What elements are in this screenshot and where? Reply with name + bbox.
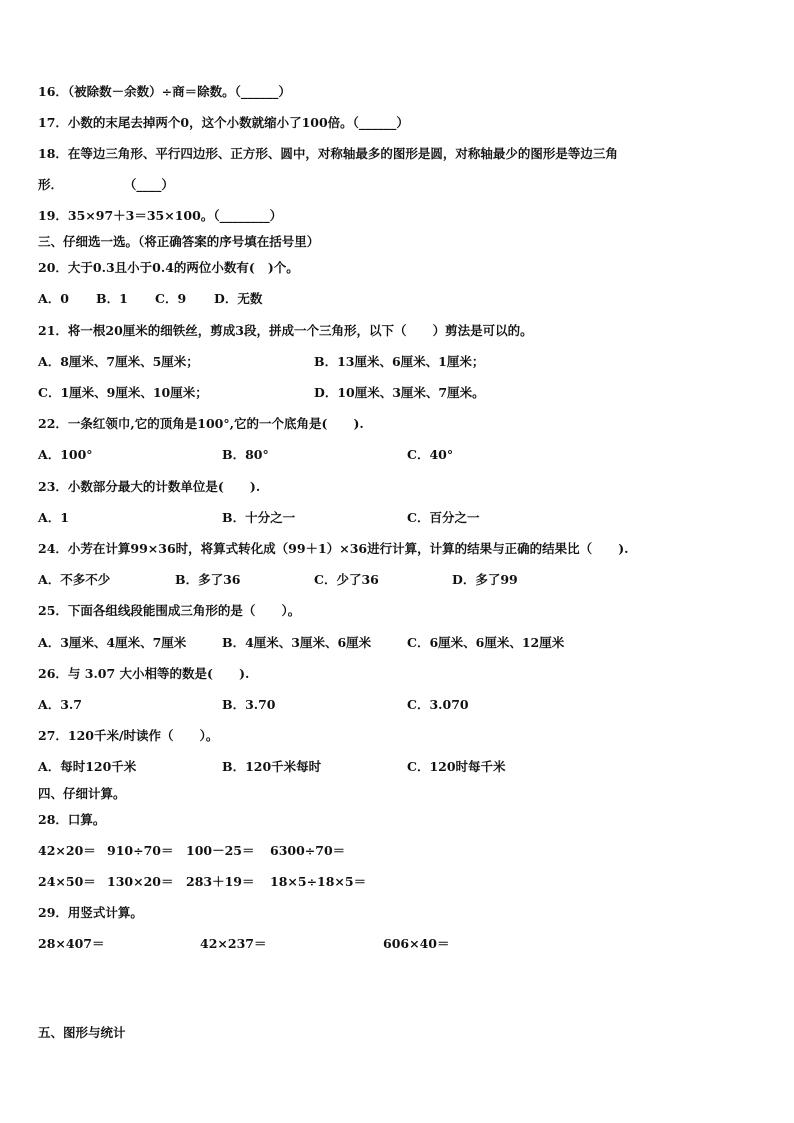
section-3-title: 三、仔细选一选。（将正确答案的序号填在括号里） bbox=[38, 234, 320, 249]
q23-option-a: A．1 bbox=[38, 510, 69, 525]
q24-option-b: B．多了36 bbox=[175, 572, 241, 587]
q21-option-a: A．8厘米、7厘米、5厘米； bbox=[38, 354, 199, 369]
q21-option-c: C．1厘米、9厘米、10厘米； bbox=[38, 385, 208, 400]
oral-calc-item: 130×20＝ bbox=[107, 874, 174, 889]
question-26: 26．与 3.07 大小相等的数是( ). bbox=[38, 666, 250, 681]
oral-calc-item: 283＋19＝ bbox=[186, 874, 255, 889]
q25-option-c: C．6厘米、6厘米、12厘米 bbox=[407, 635, 565, 650]
q20-option-b: B．1 bbox=[96, 291, 128, 306]
question-16: 16．（被除数－余数）÷商＝除数。（______） bbox=[38, 84, 291, 99]
q24-option-c: C．少了36 bbox=[314, 572, 379, 587]
q21-option-b: B．13厘米、6厘米、1厘米； bbox=[314, 354, 485, 369]
q23-option-b: B．十分之一 bbox=[222, 510, 296, 525]
q26-option-a: A．3.7 bbox=[38, 697, 82, 712]
question-18-line1: 18．在等边三角形、平行四边形、正方形、圆中，对称轴最多的图形是圆，对称轴最少的图形是等边三角 bbox=[38, 146, 618, 161]
question-22: 22．一条红领巾,它的顶角是100°,它的一个底角是( ). bbox=[38, 416, 364, 431]
vertical-calc-item: 28×407＝ bbox=[38, 936, 105, 951]
question-20: 20．大于0.3且小于0.4的两位小数有( )个。 bbox=[38, 260, 299, 275]
section-5-title: 五、图形与统计 bbox=[38, 1025, 126, 1040]
q23-option-c: C．百分之一 bbox=[407, 510, 480, 525]
question-21: 21．将一根20厘米的细铁丝，剪成3段，拼成一个三角形，以下（ ）剪法是可以的。 bbox=[38, 323, 533, 338]
q22-option-c: C．40° bbox=[407, 447, 454, 462]
oral-calc-item: 42×20＝ bbox=[38, 843, 96, 858]
q20-option-a: A．0 bbox=[38, 291, 69, 306]
question-24: 24．小芳在计算99×36时，将算式转化成（99＋1）×36进行计算，计算的结果与正确的结果比（ ). bbox=[38, 541, 629, 556]
q24-option-a: A．不多不少 bbox=[38, 572, 111, 587]
q26-option-c: C．3.070 bbox=[407, 697, 469, 712]
q24-option-d: D．多了99 bbox=[452, 572, 518, 587]
q27-option-a: A．每时120千米 bbox=[38, 759, 137, 774]
question-23: 23．小数部分最大的计数单位是( ). bbox=[38, 479, 261, 494]
q20-option-c: C．9 bbox=[155, 291, 187, 306]
oral-calc-item: 910÷70＝ bbox=[107, 843, 174, 858]
question-18-line2: 形． （____） bbox=[38, 177, 174, 192]
oral-calc-item: 6300÷70＝ bbox=[270, 843, 346, 858]
question-17: 17．小数的末尾去掉两个0，这个小数就缩小了100倍。（______） bbox=[38, 115, 409, 130]
question-29: 29．用竖式计算。 bbox=[38, 905, 143, 920]
q20-option-d: D．无数 bbox=[214, 291, 263, 306]
q27-option-b: B．120千米每时 bbox=[222, 759, 322, 774]
vertical-calc-item: 606×40＝ bbox=[383, 936, 450, 951]
q26-option-b: B．3.70 bbox=[222, 697, 276, 712]
question-27: 27．120千米/时读作（ ）。 bbox=[38, 728, 219, 743]
q21-option-d: D．10厘米、3厘米、7厘米。 bbox=[314, 385, 485, 400]
q27-option-c: C．120时每千米 bbox=[407, 759, 506, 774]
q22-option-b: B．80° bbox=[222, 447, 269, 462]
vertical-calc-item: 42×237＝ bbox=[200, 936, 267, 951]
oral-calc-item: 100－25＝ bbox=[186, 843, 255, 858]
oral-calc-item: 18×5÷18×5＝ bbox=[270, 874, 367, 889]
q22-option-a: A．100° bbox=[38, 447, 93, 462]
section-4-title: 四、仔细计算。 bbox=[38, 786, 126, 801]
oral-calc-item: 24×50＝ bbox=[38, 874, 96, 889]
question-28: 28．口算。 bbox=[38, 812, 106, 827]
q25-option-b: B．4厘米、3厘米、6厘米 bbox=[222, 635, 372, 650]
q25-option-a: A．3厘米、4厘米、7厘米 bbox=[38, 635, 187, 650]
question-19: 19．35×97＋3＝35×100。（________） bbox=[38, 208, 283, 223]
question-25: 25．下面各组线段能围成三角形的是（ ）。 bbox=[38, 603, 301, 618]
